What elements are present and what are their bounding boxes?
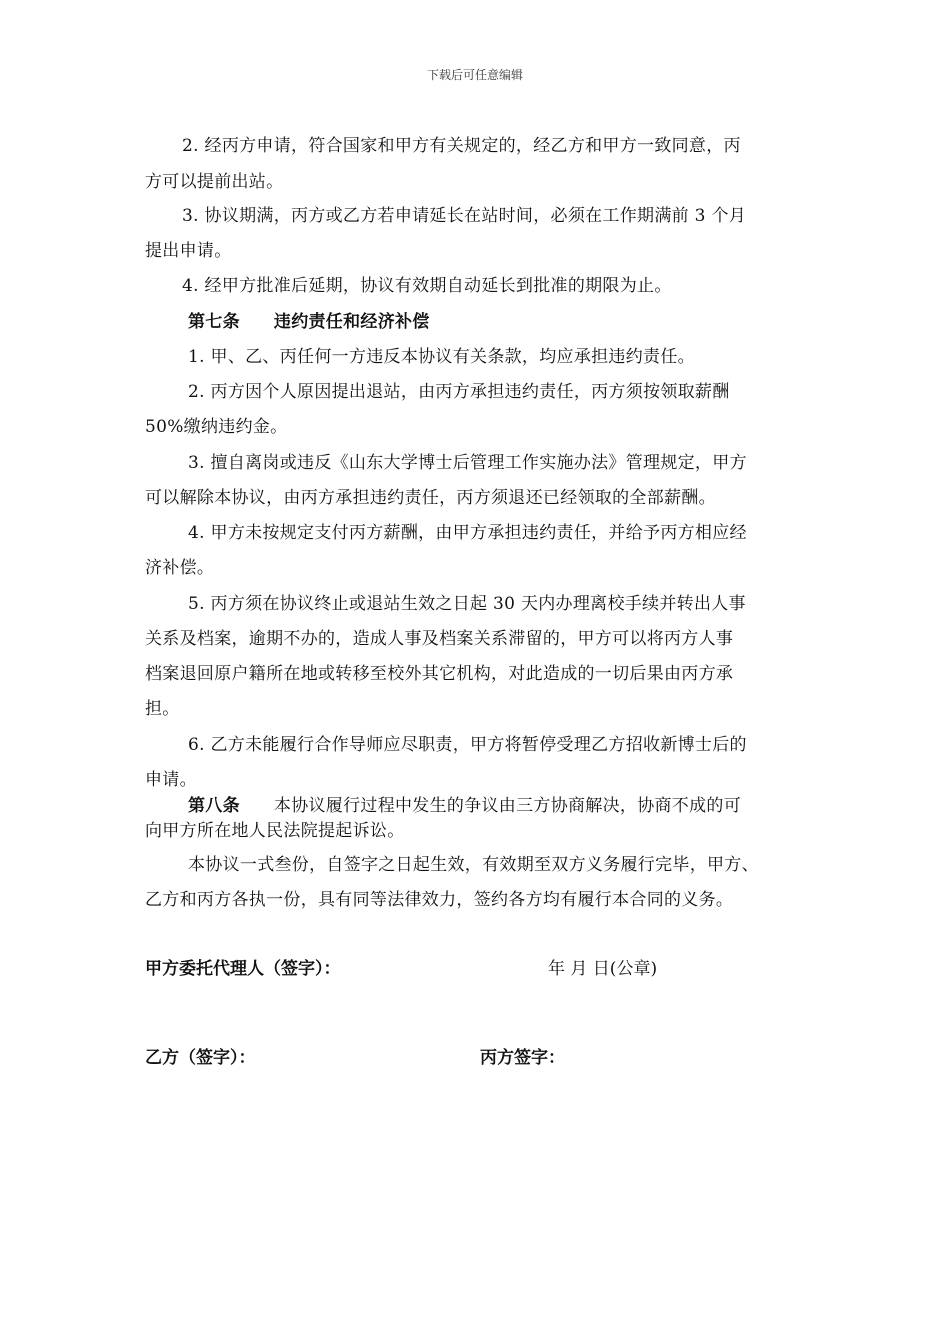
paragraph-line: 可以解除本协议，由丙方承担违约责任，丙方须退还已经领取的全部薪酬。	[145, 488, 716, 508]
paragraph-line: 4. 甲方未按规定支付丙方薪酬，由甲方承担违约责任，并给予丙方相应经	[188, 523, 747, 543]
article-8-label: 第八条	[188, 796, 240, 816]
paragraph-line: 担。	[145, 699, 180, 719]
article-7-label: 第七条	[188, 312, 240, 332]
paragraph-line: 3. 协议期满，丙方或乙方若申请延长在站时间，必须在工作期满前 3 个月	[182, 206, 747, 226]
paragraph-line: 5. 丙方须在协议终止或退站生效之日起 30 天内办理离校手续并转出人事	[188, 594, 746, 614]
paragraph-line: 2. 丙方因个人原因提出退站，由丙方承担违约责任，丙方须按领取薪酬	[188, 382, 730, 402]
paragraph-line: 申请。	[145, 770, 197, 790]
article-8-text: 本协议履行过程中发生的争议由三方协商解决，协商不成的可	[273, 796, 742, 816]
paragraph-line: 1. 甲、乙、丙任何一方违反本协议有关条款，均应承担违约责任。	[188, 347, 695, 367]
paragraph-line: 50%缴纳违约金。	[145, 417, 288, 437]
paragraph-line: 4. 经甲方批准后延期，协议有效期自动延长到批准的期限为止。	[182, 276, 672, 296]
party-a-signature-label: 甲方委托代理人（签字）：	[145, 959, 341, 979]
paragraph-line: 乙方和丙方各执一份，具有同等法律效力，签约各方均有履行本合同的义务。	[145, 890, 734, 910]
paragraph-line: 向甲方所在地人民法院提起诉讼。	[145, 821, 405, 841]
article-7-title: 违约责任和经济补偿	[273, 312, 430, 332]
paragraph-line: 3. 擅自离岗或违反《山东大学博士后管理工作实施办法》管理规定，甲方	[188, 453, 747, 473]
signature-date: 年 月 日(公章)	[548, 959, 658, 979]
article-8-line	[188, 795, 741, 817]
party-c-signature-label: 丙方签字：	[480, 1048, 565, 1068]
paragraph-line: 2. 经丙方申请，符合国家和甲方有关规定的，经乙方和甲方一致同意，丙	[182, 136, 741, 156]
paragraph-line: 济补偿。	[145, 558, 215, 578]
party-b-signature-label: 乙方（签字）：	[145, 1048, 256, 1068]
paragraph-line: 6. 乙方未能履行合作导师应尽职责，甲方将暂停受理乙方招收新博士后的	[188, 735, 747, 755]
page-header: 下载后可任意编辑	[426, 68, 523, 82]
paragraph-line: 本协议一式叁份，自签字之日起生效，有效期至双方义务履行完毕，甲方、	[188, 855, 759, 875]
paragraph-line: 档案退回原户籍所在地或转移至校外其它机构，对此造成的一切后果由丙方承	[145, 664, 734, 684]
paragraph-line: 关系及档案，逾期不办的，造成人事及档案关系滞留的，甲方可以将丙方人事	[145, 629, 734, 649]
paragraph-line: 方可以提前出站。	[145, 172, 284, 192]
article-7-heading	[188, 311, 430, 333]
paragraph-line: 提出申请。	[145, 241, 232, 261]
